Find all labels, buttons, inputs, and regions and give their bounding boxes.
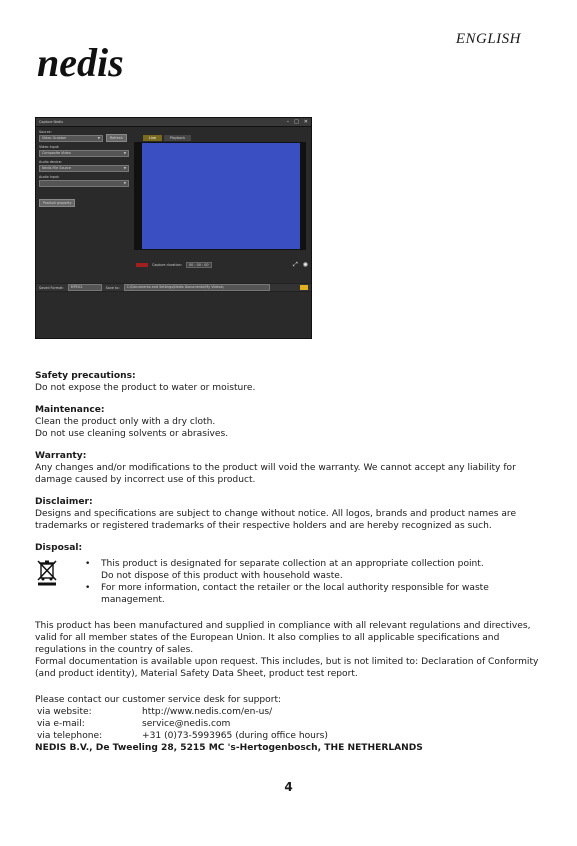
phone-label: via telephone: [37,731,103,741]
page-number: 4 [284,780,293,794]
email-label: via e-mail: [37,719,85,729]
source-label: Source: [39,130,52,134]
contact-intro: Please contact our customer service desk for support: [35,695,282,705]
saved-format-select[interactable]: MPEG2 [68,284,102,291]
logo-text: nedis [37,44,124,84]
maintenance-line: Clean the product only with a dry cloth. [35,417,216,427]
video-preview [134,142,306,250]
tab-playback[interactable]: Playback [164,135,191,141]
source-panel [39,130,129,207]
phone-number: +31 (0)73-5993965 (during office hours) [142,731,328,741]
maintenance-line: Do not use cleaning solvents or abrasives. [35,429,229,439]
save-to-select[interactable]: C:\Documents and Settings\Nedis Documents\My Videos\ [124,284,270,291]
safety-line: Do not expose the product to water or moisture. [35,383,256,393]
warranty-section [35,450,540,486]
capture-software-screenshot [35,117,312,339]
audio-input-select[interactable] [39,180,129,187]
website-label: via website: [37,707,92,717]
video-input-select[interactable]: Composite Video ▼ [39,150,129,157]
warranty-text: Any changes and/or modifications to the product will void the warranty. We cannot accept any liability for damage caused by incorrect use of this product. [35,463,516,485]
disclaimer-text: Designs and specifications are subject to change without notice. All logos, brands and product names are trademarks or registered trademarks of their respective holders and are hereby recognized as such. [35,509,517,531]
fullscreen-icon[interactable]: ⤢ [292,261,298,268]
compliance-paragraph: This product has been manufactured and supplied in compliance with all relevant regulations and directives, valid for all member states of the European Union. It also complies to all applicable specifications and regulations in the country of sales. [35,621,531,655]
nedis-logo [35,44,205,88]
website-link[interactable]: http://www.nedis.com/en-us/ [142,707,273,717]
weee-bin-icon [35,558,59,586]
preview-screen [142,143,300,249]
save-bar [36,283,311,292]
warranty-heading: Warranty: [35,451,87,461]
company-address: NEDIS B.V., De Tweeling 28, 5215 MC 's-Hertogenbosch, THE NETHERLANDS [35,743,423,753]
disposal-section [35,542,540,606]
app-titlebar [36,118,311,127]
disposal-heading: Disposal: [35,543,83,553]
audio-device-label: Audio device: [39,160,62,164]
disposal-bullet: • This product is designated for separate collection at an appropriate collection point. [85,558,540,570]
disposal-bullet-continued: Do not dispose of this product with household waste. [101,571,343,581]
saved-format-label: Saved Format: [39,285,64,290]
contact-section [35,694,540,754]
maximize-icon[interactable]: □ [294,118,299,125]
record-button[interactable] [136,263,148,267]
video-input-label: Video input: [39,145,60,149]
source-select[interactable]: Video Grabber ▼ [39,135,103,142]
safety-heading: Safety precautions: [35,371,136,381]
disposal-bullet: • For more information, contact the retailer or the local authority responsible for waste management. [85,582,540,606]
minimize-icon[interactable]: – [286,118,290,125]
safety-section [35,370,540,394]
audio-input-label: Audio input: [39,175,60,179]
disclaimer-heading: Disclaimer: [35,497,93,507]
language-label: ENGLISH [455,31,521,47]
document-body [35,370,540,764]
preview-tabs [143,135,191,141]
maintenance-heading: Maintenance: [35,405,105,415]
close-icon[interactable]: ✕ [303,118,308,125]
property-button[interactable]: Product property [39,199,75,207]
app-window-title: Capture Nedis [39,120,64,124]
folder-icon[interactable] [300,285,308,290]
disclaimer-section [35,496,540,532]
refresh-button[interactable]: Refresh [106,134,127,142]
capture-duration-label: Capture duration: [152,263,182,267]
tab-live[interactable]: Live [143,135,162,141]
save-to-label: Save to: [105,285,120,290]
email-link[interactable]: service@nedis.com [142,719,231,729]
camera-icon[interactable]: ◉ [302,261,308,268]
capture-controls [136,261,308,269]
audio-device-select[interactable]: Nedis File Source ▼ [39,165,129,172]
documentation-paragraph: Formal documentation is available upon request. This includes, but is not limited to: Declaration of Conformity (and product identity), Material Safety Data Sheet, product test report. [35,657,539,679]
capture-duration-input[interactable]: 00 : 00 : 00 [186,262,212,268]
maintenance-section [35,404,540,440]
compliance-section [35,620,540,680]
